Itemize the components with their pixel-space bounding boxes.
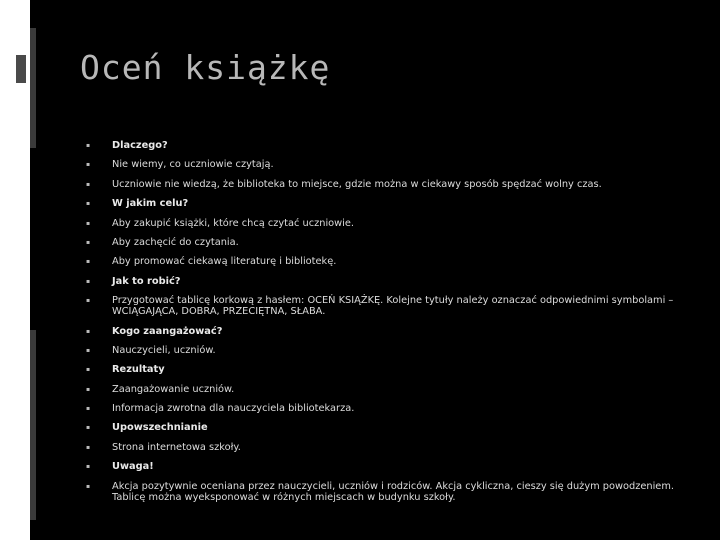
bullet-text: Nauczycieli, uczniów. [112, 344, 216, 356]
bullet-text: Upowszechnianie [112, 422, 208, 434]
bullet-item [86, 237, 686, 248]
bullet-item [86, 384, 686, 395]
bullet-heading [86, 364, 686, 375]
square-bullet-icon: ▪ [86, 277, 91, 285]
accent-bar-wide [16, 55, 26, 83]
bullet-text: Uczniowie nie wiedzą, że biblioteka to miejsce, gdzie można w ciekawy sposób spędzać wolny czas. [112, 178, 602, 190]
bullet-item [86, 159, 686, 170]
bullet-text: W jakim celu? [112, 198, 189, 210]
bullet-heading [86, 198, 686, 209]
square-bullet-icon: ▪ [86, 482, 91, 490]
square-bullet-icon: ▪ [86, 180, 91, 188]
square-bullet-icon: ▪ [86, 297, 91, 305]
bullet-item [86, 442, 686, 453]
square-bullet-icon: ▪ [86, 463, 91, 471]
bullet-heading [86, 326, 686, 337]
bullet-item [86, 345, 686, 356]
square-bullet-icon: ▪ [86, 346, 91, 354]
bullet-heading [86, 461, 686, 472]
bullet-text: Dlaczego? [112, 140, 168, 151]
bullet-item [86, 218, 686, 229]
square-bullet-icon: ▪ [86, 258, 91, 266]
bullet-text: Aby promować ciekawą literaturę i bibliotekę. [112, 256, 337, 268]
bullet-heading [86, 422, 686, 433]
accent-bar-bottom [30, 330, 36, 520]
square-bullet-icon: ▪ [86, 424, 91, 432]
bullet-text: Informacja zwrotna dla nauczyciela bibliotekarza. [112, 403, 355, 415]
bullet-list [86, 140, 686, 511]
bullet-item [86, 481, 686, 503]
bullet-text: Zaangażowanie uczniów. [112, 383, 235, 395]
square-bullet-icon: ▪ [86, 219, 91, 227]
slide-title: Oceń książkę [80, 48, 331, 87]
square-bullet-icon: ▪ [86, 385, 91, 393]
bullet-text: Akcja pozytywnie oceniana przez nauczycieli, uczniów i rodziców. Akcja cykliczna, cieszy się dużym powodzeniem. Tablicę można wyeksponować w różnych miejscach w budynku szkoły. [112, 480, 674, 503]
bullet-text: Kogo zaangażować? [112, 325, 223, 337]
bullet-text: Aby zakupić książki, które chcą czytać uczniowie. [112, 217, 355, 229]
square-bullet-icon: ▪ [86, 443, 91, 451]
bullet-text: Uwaga! [112, 461, 154, 473]
bullet-text: Rezultaty [112, 364, 165, 376]
bullet-text: Strona internetowa szkoły. [112, 441, 241, 453]
bullet-text: Jak to robić? [112, 275, 181, 287]
square-bullet-icon: ▪ [86, 327, 91, 335]
bullet-text: Aby zachęcić do czytania. [112, 236, 239, 248]
bullet-item [86, 403, 686, 414]
bullet-text: Przygotować tablicę korkową z hasłem: OCEŃ KSIĄŻKĘ. Kolejne tytuły należy oznaczać odpowiednimi symbolami – WCIĄGAJĄCA, DOBRA, PRZECIĘTNA, SŁABA. [112, 295, 674, 318]
square-bullet-icon: ▪ [86, 142, 91, 149]
square-bullet-icon: ▪ [86, 405, 91, 413]
bullet-text: Nie wiemy, co uczniowie czytają. [112, 159, 274, 171]
bullet-item [86, 295, 686, 317]
square-bullet-icon: ▪ [86, 161, 91, 169]
bullet-heading [86, 140, 686, 151]
accent-bar-top [30, 28, 36, 148]
square-bullet-icon: ▪ [86, 200, 91, 208]
square-bullet-icon: ▪ [86, 366, 91, 374]
bullet-item [86, 179, 686, 190]
square-bullet-icon: ▪ [86, 238, 91, 246]
bullet-item [86, 256, 686, 267]
bullet-heading [86, 276, 686, 287]
